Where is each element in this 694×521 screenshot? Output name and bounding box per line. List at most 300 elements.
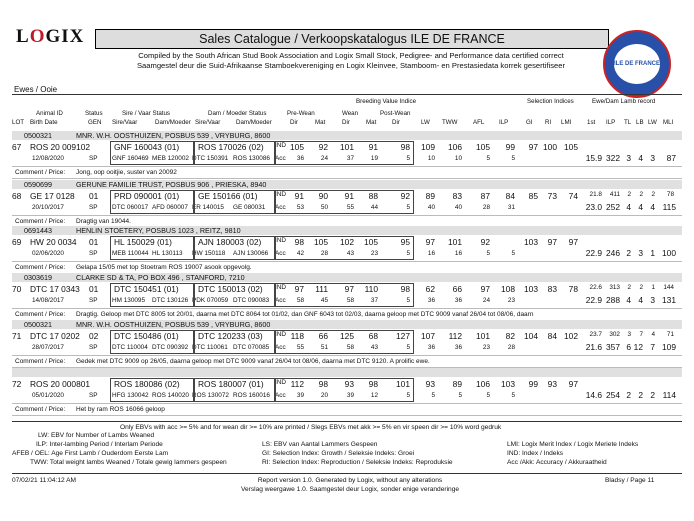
ewe-tl-2: 6 — [626, 342, 631, 352]
comment-row — [12, 355, 682, 368]
acc-label: Acc — [275, 155, 286, 162]
hdr-sire-dam: Dam/Moeder — [155, 119, 191, 126]
w-mat: 105 — [364, 237, 378, 247]
afl-value: 92 — [480, 237, 490, 247]
w-mat: 110 — [364, 284, 378, 294]
sire-sire: MEB 110044 — [112, 250, 149, 257]
legend-acc: Acc /Akk: Accuracy / Akkuraatheid — [507, 459, 607, 466]
legend-ilp: ILP: Inter-lambing Period / Interlam Periode — [36, 441, 163, 448]
afl-value: 106 — [476, 379, 490, 389]
tww-value: 106 — [448, 142, 462, 152]
gen: 01 — [89, 237, 99, 247]
ri-value: 93 — [547, 379, 557, 389]
owner-code: 0500321 — [24, 320, 52, 329]
pw-dir-acc: 53 — [296, 204, 304, 211]
afl-acc: 28 — [482, 204, 490, 211]
dam-sire: DTC 110061 — [192, 344, 228, 351]
lmi-value: 74 — [568, 191, 578, 201]
ilp-value: 108 — [501, 284, 515, 294]
ewe-ilp-2: 288 — [606, 295, 620, 305]
w-mat: 91 — [368, 142, 378, 152]
ewe-first-2: 21.6 — [585, 342, 602, 352]
owner-bar — [12, 368, 682, 377]
tww-acc: 40 — [454, 204, 462, 211]
subtitle-english: Compiled by the South African Stud Book Association and Logix Small Stock, Pedigree- and Performance data certified correct — [138, 51, 564, 60]
comment-text: Dragtig van 19044. — [76, 218, 131, 225]
gen: 01 — [89, 284, 99, 294]
comment-label: Comment / Price: — [15, 406, 66, 413]
lw-value: 109 — [421, 142, 435, 152]
comment-text: Het by ram ROS 16066 geloop — [76, 406, 165, 413]
ilp-value: 82 — [505, 331, 515, 341]
gi-value: 85 — [528, 191, 538, 201]
hdr-lw: LW — [421, 119, 430, 126]
gen: 02 — [89, 331, 99, 341]
ewe-lw: 1 — [651, 284, 655, 291]
owner-code: 0691443 — [24, 226, 52, 235]
hdr-gi: GI — [526, 119, 533, 126]
sire-id: GNF 160043 (01) — [114, 142, 180, 152]
footer-page: Bladsy / Page 11 — [605, 477, 655, 484]
ewe-ilp-2: 254 — [606, 390, 620, 400]
ind-label: IND — [275, 142, 287, 149]
sire-sire: HM 130095 — [112, 297, 146, 304]
owner-name: MNR. W.H. OOSTHUIZEN, POSBUS 539 , VRYBURG, 8600 — [76, 131, 271, 140]
legend-ls: LS: EBV van Aantal Lammers Gespeen — [262, 441, 378, 448]
post-dir: 101 — [396, 379, 410, 389]
pw-dir: 97 — [294, 284, 304, 294]
owner-name: HENLIN STOETERY, POSBUS 1023 , REITZ, 9810 — [76, 226, 241, 235]
value-box — [274, 236, 414, 260]
pw-mat-acc: 28 — [320, 250, 328, 257]
w-mat: 88 — [368, 191, 378, 201]
pw-dir: 98 — [294, 237, 304, 247]
ri-value: 73 — [547, 191, 557, 201]
dam-sire: DTC 150391 — [192, 155, 229, 162]
pw-mat: 90 — [318, 191, 328, 201]
ewe-lw-2: 4 — [650, 202, 655, 212]
ewe-tl: 2 — [627, 284, 631, 291]
pw-mat-acc: 20 — [320, 392, 328, 399]
sire-dam: DTC 130126 — [152, 297, 189, 304]
owner-name: GERUNE FAMILIE TRUST, POSBUS 906 , PRIESKA, 8940 — [76, 180, 267, 189]
ewe-lb: 7 — [639, 331, 643, 338]
ind-label: IND — [275, 379, 287, 386]
comment-row — [12, 403, 682, 416]
ind-label: IND — [275, 237, 287, 244]
gi-value: 99 — [528, 379, 538, 389]
dam-sire: PDK 070059 — [192, 297, 229, 304]
ilp-value: 103 — [501, 379, 515, 389]
ewe-lw: 2 — [651, 191, 655, 198]
status: SP — [89, 250, 98, 257]
ewe-mli: 78 — [666, 191, 674, 198]
ind-label: IND — [275, 191, 287, 198]
hdr-dam-sire: Sire/Vaar — [195, 119, 221, 126]
value-box — [194, 330, 276, 354]
legend-tww: TWW: Total weight lambs Weaned / Totale gewig lammers gespeen — [30, 459, 227, 466]
lot-number: 69 — [12, 237, 22, 247]
ewe-lw-2: 3 — [650, 153, 655, 163]
dam-id: ROS 180007 (01) — [198, 379, 264, 389]
lmi-value: 97 — [568, 379, 578, 389]
pw-dir-acc: 39 — [296, 392, 304, 399]
sire-dam: DTC 090392 — [152, 344, 189, 351]
sire-id: ROS 180086 (02) — [114, 379, 180, 389]
comment-label: Comment / Price: — [15, 169, 66, 176]
ewe-lb-2: 4 — [638, 153, 643, 163]
pw-mat: 92 — [318, 142, 328, 152]
post-dir: 95 — [400, 237, 410, 247]
pw-mat: 105 — [314, 237, 328, 247]
status: SP — [89, 155, 98, 162]
owner-name: MNR. W.H. OOSTHUIZEN, POSBUS 539 , VRYBURG, 8600 — [76, 320, 271, 329]
animal-id: HW 20 0034 — [30, 237, 77, 247]
hdr-tww: TWW — [442, 119, 458, 126]
value-box — [194, 378, 276, 402]
ewe-first-2: 22.9 — [585, 295, 602, 305]
w-mat-acc: 43 — [370, 344, 378, 351]
lot-number: 68 — [12, 191, 22, 201]
hdr-breeding-value-indice: Breeding Value Indice — [356, 98, 417, 105]
legend-ind: IND: Index / Indeks — [507, 450, 564, 457]
gi-value: 103 — [524, 284, 538, 294]
comment-text: Gelapa 15/05 met top Stoetram ROS 19007 asook opgevolg. — [76, 264, 252, 271]
hdr-tl: TL — [624, 119, 632, 126]
ri-value: 84 — [547, 331, 557, 341]
owner-code: 0500321 — [24, 131, 52, 140]
ewe-lb-2: 4 — [638, 295, 643, 305]
value-box — [110, 141, 194, 165]
owner-bar — [12, 320, 682, 329]
status: SP — [89, 344, 98, 351]
ewe-mli-2: 115 — [662, 202, 676, 212]
ri-value: 100 — [543, 142, 557, 152]
tww-value: 66 — [452, 284, 462, 294]
lw-acc: 5 — [431, 392, 435, 399]
dam-dam: DTC 070085 — [233, 344, 270, 351]
lmi-value: 102 — [564, 331, 578, 341]
section-title: Ewes / Ooie — [14, 85, 58, 94]
afl-acc: 24 — [482, 297, 490, 304]
comment-row — [12, 166, 682, 179]
pw-mat-acc: 24 — [320, 155, 328, 162]
lw-acc: 10 — [427, 155, 435, 162]
pw-dir-acc: 36 — [296, 155, 304, 162]
post-acc: 5 — [406, 344, 410, 351]
sire-sire: DTC 110004 — [112, 344, 148, 351]
hdr-ewe-ilp: ILP — [606, 119, 616, 126]
pw-dir-acc: 55 — [296, 344, 304, 351]
table-row[interactable] — [12, 283, 682, 307]
acc-label: Acc — [275, 344, 286, 351]
value-box — [110, 378, 194, 402]
post-acc: 5 — [406, 297, 410, 304]
lmi-value: 78 — [568, 284, 578, 294]
value-box — [194, 190, 276, 214]
ewe-tl: 3 — [627, 331, 631, 338]
post-acc: 5 — [406, 204, 410, 211]
hdr-sire: Sire/Vaar — [112, 119, 138, 126]
ind-label: IND — [275, 331, 287, 338]
table-row[interactable] — [12, 190, 682, 214]
status: SP — [89, 392, 98, 399]
sire-dam: HL 130113 — [152, 250, 183, 257]
page-title: Sales Catalogue / Verkoopskatalogus ILE DE FRANCE — [95, 29, 609, 49]
tww-acc: 10 — [454, 155, 462, 162]
ewe-tl-2: 2 — [626, 248, 631, 258]
birth-date: 28/07/2017 — [32, 344, 64, 351]
hdr-selection-indices: Selection Indices — [527, 98, 574, 105]
animal-id: DTC 17 0202 — [30, 331, 80, 341]
ewe-lw-2: 1 — [650, 248, 655, 258]
value-box — [110, 236, 194, 260]
afl-acc: 5 — [486, 392, 490, 399]
hdr-mli: MLI — [663, 119, 674, 126]
w-mat-acc: 37 — [370, 297, 378, 304]
pw-dir-acc: 58 — [296, 297, 304, 304]
value-box — [274, 141, 414, 165]
table-row[interactable] — [12, 378, 682, 402]
post-acc: 5 — [406, 155, 410, 162]
post-dir: 92 — [400, 191, 410, 201]
dam-dam: ROS 160016 — [233, 392, 270, 399]
hdr-ewe-dam-lamb-record: Ewe/Dam Lamb record — [592, 98, 656, 105]
lw-value: 107 — [421, 331, 435, 341]
hdr-prewean: Pre-Wean — [287, 110, 315, 117]
ewe-ilp-2: 246 — [606, 248, 620, 258]
hdr-afl: AFL — [473, 119, 485, 126]
ewe-mli: 144 — [663, 284, 674, 291]
lw-acc: 16 — [427, 250, 435, 257]
acc-label: Acc — [275, 297, 286, 304]
hdr-wean: Wean — [342, 110, 359, 117]
sire-id: PRD 090001 (01) — [114, 191, 180, 201]
ind-label: IND — [275, 284, 287, 291]
lw-value: 97 — [425, 237, 435, 247]
tww-acc: 36 — [454, 297, 462, 304]
owner-bar — [12, 180, 682, 189]
lot-number: 71 — [12, 331, 22, 341]
ewe-lb: 2 — [639, 191, 643, 198]
ewe-mli-2: 114 — [662, 390, 676, 400]
hdr-w-dir: Dir — [342, 119, 350, 126]
legend-afeb: AFEB / OEL: Age First Lamb / Ouderdom Eerste Lam — [12, 450, 169, 457]
ilp-acc: 23 — [507, 297, 515, 304]
w-dir: 91 — [344, 191, 354, 201]
w-dir-acc: 43 — [346, 250, 354, 257]
status: SP — [89, 204, 98, 211]
post-dir: 98 — [400, 284, 410, 294]
hdr-w-mat: Mat — [366, 119, 377, 126]
ewe-mli-2: 131 — [662, 295, 676, 305]
ewe-first-2: 23.0 — [585, 202, 602, 212]
ri-value: 97 — [547, 237, 557, 247]
ilp-value: 84 — [505, 191, 515, 201]
tww-value: 101 — [448, 237, 462, 247]
table-row[interactable] — [12, 141, 682, 165]
comment-text: Dragtig. Geloop met DTC 8005 tot 20/01, daarna met DTC 8064 tot 01/02, dan GNF 6043 tot 02/03, daarna geloop met DTC 9009 vanaf 26/04 tot 08/06, daarn — [76, 311, 534, 318]
ewe-ilp: 313 — [609, 284, 620, 291]
lmi-value: 97 — [568, 237, 578, 247]
sire-dam: AFD 060007 — [152, 204, 188, 211]
ewe-lb: 2 — [639, 284, 643, 291]
ewe-lw-2: 3 — [650, 295, 655, 305]
hdr-lb: LB — [636, 119, 644, 126]
sire-dam: ROS 140020 — [152, 392, 189, 399]
hdr-birth-date: Birth Date — [30, 119, 58, 126]
dam-dam: ROS 130086 — [233, 155, 270, 162]
status: SP — [89, 297, 98, 304]
ewe-mli-2: 109 — [662, 342, 676, 352]
ilp-acc: 31 — [507, 204, 515, 211]
ewe-tl: 2 — [627, 191, 631, 198]
w-dir: 102 — [340, 237, 354, 247]
legend — [12, 421, 682, 474]
legend-lmi: LMI: Logix Merit Index / Logix Meriete Indeks — [507, 441, 639, 448]
animal-id: DTC 17 0343 — [30, 284, 80, 294]
lot-number: 72 — [12, 379, 22, 389]
value-box — [110, 330, 194, 354]
ewe-mli: 71 — [666, 331, 674, 338]
dam-dam: AJN 130066 — [233, 250, 269, 257]
hdr-lot: LOT — [12, 119, 25, 126]
column-header — [12, 94, 682, 132]
ile-de-france-emblem — [603, 30, 671, 98]
ewe-tl-2: 4 — [626, 295, 631, 305]
ewe-first-2: 14.6 — [585, 390, 602, 400]
w-dir-acc: 37 — [346, 155, 354, 162]
value-box — [274, 190, 414, 214]
w-mat-acc: 19 — [370, 155, 378, 162]
table-row[interactable] — [12, 330, 682, 354]
comment-label: Comment / Price: — [15, 358, 66, 365]
value-box — [274, 283, 414, 307]
footer-report2: Verslag weergawe 1.0. Saamgestel deur Logix, sonder enige veranderinge — [240, 486, 460, 493]
w-mat-acc: 12 — [370, 392, 378, 399]
tww-value: 83 — [452, 191, 462, 201]
hdr-animal-id: Animal ID — [36, 110, 63, 117]
lw-acc: 36 — [427, 297, 435, 304]
afl-acc: 23 — [482, 344, 490, 351]
ewe-first-2: 15.9 — [585, 153, 602, 163]
acc-label: Acc — [275, 204, 286, 211]
comment-label: Comment / Price: — [15, 311, 66, 318]
w-mat: 68 — [368, 331, 378, 341]
w-dir-acc: 58 — [346, 344, 354, 351]
footer-datetime: 07/02/21 11:04:12 AM — [12, 477, 77, 484]
lw-value: 89 — [425, 191, 435, 201]
dam-sire: HW 150118 — [192, 250, 226, 257]
hdr-status: Status — [85, 110, 103, 117]
ilp-value: 99 — [505, 142, 515, 152]
ewe-mli-2: 100 — [662, 248, 676, 258]
lot-number: 67 — [12, 142, 22, 152]
pw-dir: 91 — [294, 191, 304, 201]
animal-id: ROS 20 009102 — [30, 142, 91, 152]
afl-value: 101 — [476, 331, 490, 341]
value-box — [274, 330, 414, 354]
birth-date: 05/01/2020 — [32, 392, 64, 399]
dam-sire: ROS 130072 — [192, 392, 229, 399]
lot-number: 70 — [12, 284, 22, 294]
legend-lw: LW: EBV for Number of Lambs Weaned — [38, 432, 155, 439]
owner-bar — [12, 131, 682, 140]
gen: 01 — [89, 191, 99, 201]
subtitle-afrikaans: Saamgestel deur die Suid-Afrikaanse Stamboekvereniging en Logix Kleinvee, Stamboom- en Prestasiedata korrek gesertifiseer — [136, 61, 565, 70]
sire-dam: MEB 120002 — [152, 155, 189, 162]
post-acc: 5 — [406, 392, 410, 399]
afl-acc: 5 — [486, 155, 490, 162]
legend-gi: GI: Selection Index: Growth / Seleksie Indeks: Groei — [262, 450, 415, 457]
lw-value: 62 — [425, 284, 435, 294]
pw-mat: 111 — [315, 284, 328, 294]
ewe-ilp-2: 252 — [606, 202, 620, 212]
comment-text: Jong, oop ooitjie, suster van 20092 — [76, 169, 177, 176]
acc-label: Acc — [275, 392, 286, 399]
value-box — [110, 283, 194, 307]
w-dir-acc: 39 — [346, 392, 354, 399]
pw-mat-acc: 50 — [320, 204, 328, 211]
w-dir: 101 — [340, 142, 354, 152]
animal-id: GE 17 0128 — [30, 191, 75, 201]
w-dir: 125 — [340, 331, 354, 341]
ilp-acc: 5 — [511, 392, 515, 399]
birth-date: 14/08/2017 — [32, 297, 64, 304]
comment-label: Comment / Price: — [15, 264, 66, 271]
dam-id: ROS 170026 (02) — [198, 142, 264, 152]
afl-value: 97 — [480, 284, 490, 294]
hdr-post-dir: Dir — [392, 119, 400, 126]
legend-note: Only EBVs with acc >= 5% and for wean dir >= 10% are printed / Slegs EBVs met akk >= 5% en vir speen dir >= 10% word gedruk — [120, 424, 502, 431]
acc-label: Acc — [275, 250, 286, 257]
gi-value: 104 — [524, 331, 538, 341]
ewe-first: 23.7 — [589, 331, 602, 338]
w-dir: 97 — [344, 284, 354, 294]
hdr-postwean: Post-Wean — [380, 110, 411, 117]
pw-dir: 105 — [290, 142, 304, 152]
ewe-lw: 4 — [651, 331, 655, 338]
dam-dam: DTC 090083 — [233, 297, 270, 304]
birth-date: 12/08/2020 — [32, 155, 64, 162]
ewe-lw-2: 2 — [650, 390, 655, 400]
value-box — [274, 378, 414, 402]
lmi-value: 105 — [564, 142, 578, 152]
sire-id: HL 150029 (01) — [114, 237, 172, 247]
owner-code: 0303619 — [24, 273, 52, 282]
tww-acc: 5 — [458, 392, 462, 399]
ewe-ilp: 302 — [609, 331, 620, 338]
value-box — [194, 236, 276, 260]
ewe-tl-2: 2 — [626, 390, 631, 400]
tww-value: 89 — [452, 379, 462, 389]
w-mat-acc: 23 — [370, 250, 378, 257]
table-row[interactable] — [12, 236, 682, 260]
hdr-lmi: LMI — [561, 119, 572, 126]
afl-value: 105 — [476, 142, 490, 152]
ewe-first-2: 22.9 — [585, 248, 602, 258]
ewe-lw-2: 7 — [650, 342, 655, 352]
post-dir: 98 — [400, 142, 410, 152]
ewe-ilp-2: 357 — [606, 342, 620, 352]
hdr-first: 1st — [587, 119, 596, 126]
legend-ri: RI: Selection Index: Reproduction / Seleksie Indeks: Reproduksie — [262, 459, 453, 466]
logix-logo: LOGIX — [16, 26, 85, 47]
lw-value: 93 — [425, 379, 435, 389]
ewe-lb-2: 3 — [638, 248, 643, 258]
dam-id: GE 150166 (01) — [198, 191, 258, 201]
comment-label: Comment / Price: — [15, 218, 66, 225]
